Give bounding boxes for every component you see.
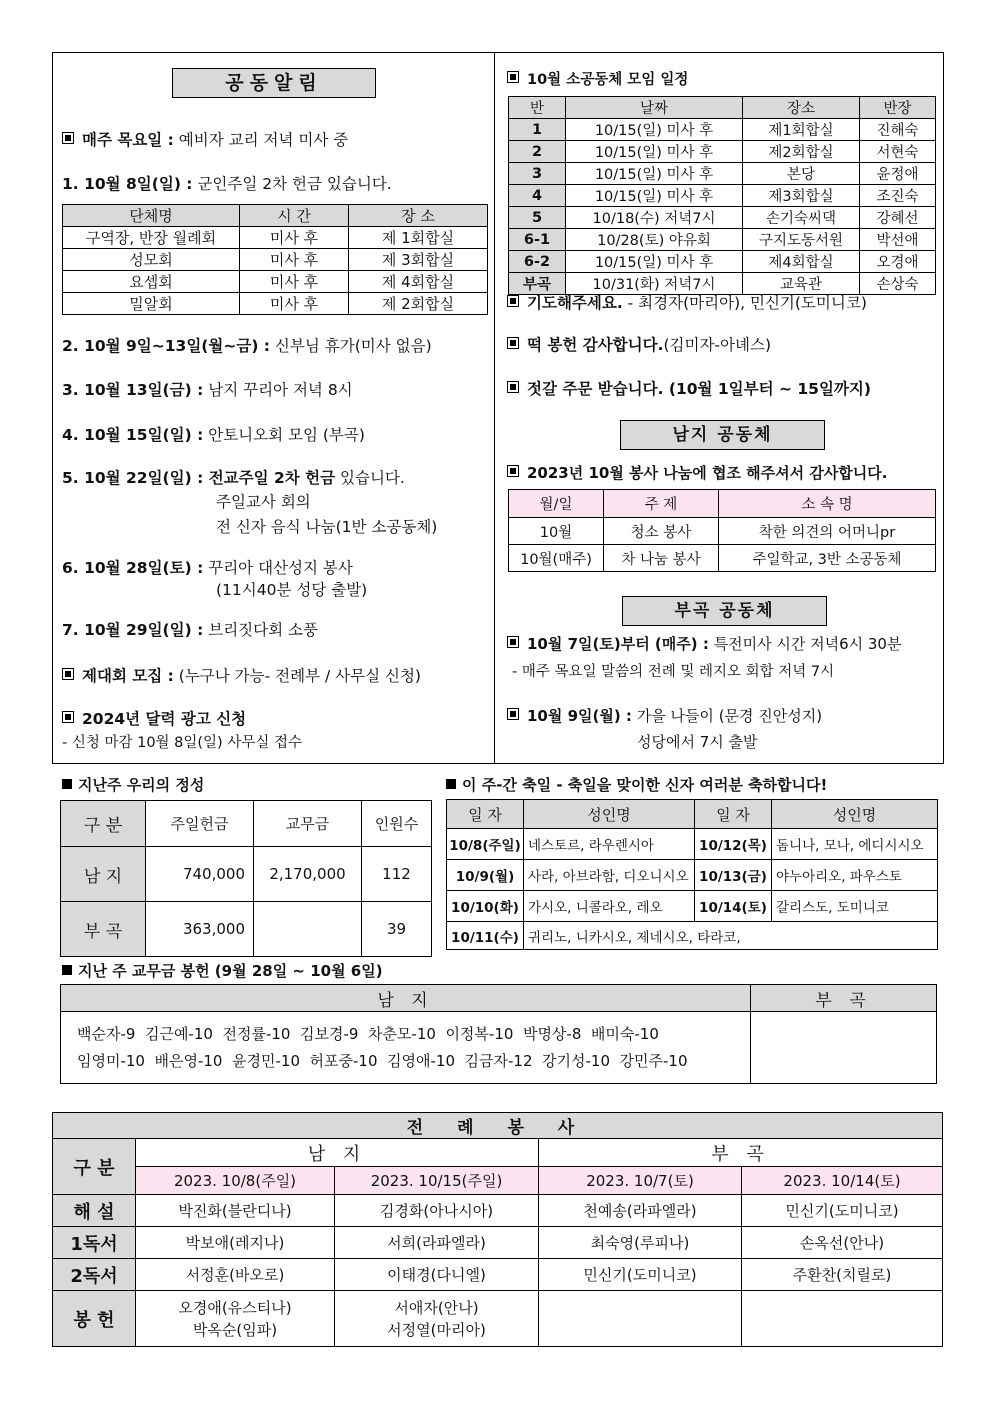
- table-row: 남 지 740,000 2,170,000 112: [61, 847, 432, 902]
- tithe-title: 지난 주 교무금 봉헌 (9월 28일 ~ 10월 6일): [62, 960, 383, 981]
- thursday-notice: 매주 목요일 : 예비자 교리 저녁 미사 중: [62, 128, 348, 150]
- namji-service-table: 월/일 주 제 소 속 명 10월 청소 봉사 착한 의견의 어머니pr 10월(매주) 차 나눔 봉사 주일학교, 3반 소공동체: [508, 489, 936, 572]
- col-header: 시 간: [240, 205, 349, 227]
- namji-thanks: 2023년 10월 봉사 나눔에 협조 해주셔서 감사합니다.: [507, 462, 887, 483]
- bugok-mass-time: 10월 7일(토)부터 (매주) : 특전미사 시간 저녁6시 30분: [507, 633, 901, 654]
- item-5-line2: 주일교사 회의: [216, 493, 311, 511]
- bugok-thursday: - 매주 목요일 말씀의 전례 및 레지오 회합 저녁 7시: [512, 664, 835, 680]
- table-row: 10월(매주) 차 나눔 봉사 주일학교, 3반 소공동체: [509, 545, 936, 572]
- square-bullet-icon: [507, 337, 519, 349]
- offering-table: 구 분 주일헌금 교무금 인원수 남 지 740,000 2,170,000 112 부 곡 363,000 39: [60, 800, 432, 957]
- item-5-line3: 전 신자 음식 나눔(1반 소공동체): [216, 518, 438, 536]
- item-6-line2: (11시40분 성당 출발): [216, 581, 368, 599]
- liturgy-table: 전 례 봉 사 구 분 남 지 부 곡 2023. 10/8(주일) 2023. 10/15(주일) 2023. 10/7(토) 2023. 10/14(토) 해 설 박진화(블란디나) 김경화(아나시아) 천예송(라파엘라) 민신기(도미니코) 1독서 박보애(레지나) 서희(라파엘라) 최숙영(루피나) 손옥선(안나) 2독서 서정훈(바오로) 이태경(다니엘) 민신기(도미니코) 주환찬(치릴로) 봉 헌 오경애(유스티나) 박옥순(임파) 서애자(안나) 서정열(마리아): [52, 1112, 943, 1347]
- bugok-outing-departure: 성당에서 7시 출발: [637, 733, 758, 751]
- table-row: 해 설 박진화(블란디나) 김경화(아나시아) 천예송(라파엘라) 민신기(도미니코): [53, 1195, 943, 1227]
- column-divider: [494, 52, 495, 764]
- square-bullet-icon: [446, 779, 456, 789]
- table-row: 봉 헌 오경애(유스티나) 박옥순(임파) 서애자(안나) 서정열(마리아): [53, 1291, 943, 1347]
- square-bullet-icon: [507, 71, 519, 83]
- square-bullet-icon: [507, 636, 519, 648]
- item-5: 5. 10월 22일(일) : 전교주일 2차 헌금 있습니다.: [62, 469, 405, 487]
- square-bullet-icon: [507, 708, 519, 720]
- item-2: 2. 10월 9일~13일(월~금) : 신부님 휴가(미사 없음): [62, 337, 432, 355]
- tithe-row-2: 임영미-10 배은영-10 윤경민-10 허포중-10 김영애-10 김금자-12 강기성-10 강민주-10: [77, 1051, 688, 1070]
- calendar-notice: 2024년 달력 광고 신청: [62, 707, 246, 729]
- common-notice-title: 공동알림: [172, 68, 376, 98]
- feast-title: 이 주-간 축일 - 축일을 맞이한 신자 여러분 축하합니다!: [446, 774, 827, 795]
- col-header: 단체명: [63, 205, 240, 227]
- item-3: 3. 10월 13일(금) : 남지 꾸리아 저녁 8시: [62, 381, 353, 399]
- square-bullet-icon: [62, 779, 72, 789]
- table-row: 3 10/15(일) 미사 후 본당 윤정애: [509, 163, 936, 185]
- table-row: 2독서 서정훈(바오로) 이태경(다니엘) 민신기(도미니코) 주환찬(치릴로): [53, 1259, 943, 1291]
- square-bullet-icon: [507, 381, 519, 393]
- table-row: 6-1 10/28(토) 야유회 구지도동서원 박선애: [509, 229, 936, 251]
- col-header: 장 소: [349, 205, 488, 227]
- bugok-community-title: 부곡 공동체: [622, 596, 827, 626]
- group-table: [62, 204, 488, 315]
- prayer-request: 기도해주세요. - 최경자(마리아), 민신기(도미니코): [507, 291, 867, 313]
- small-community-table: 반 날짜 장소 반장 1 10/15(일) 미사 후 제1회합실 진해숙 2 10/15(일) 미사 후 제2회합실 서현숙 3 10/15(일) 미사 후 본당 윤정애 4 10/15(일) 미사 후 제3회합실 조진숙 5 10/18(수) 저녁7시 손기숙씨댁 강혜선 6-1 10/28(토) 야유회 구지도동서원 박선애 6-2 10/15(일) 미사 후 제4회합실 오경애 부곡 10/31(화) 저녁7시 교육관 손상숙: [508, 96, 936, 295]
- table-row: 성모회 미사 후 제 3회합실: [63, 249, 488, 271]
- table-row: 10월 청소 봉사 착한 의견의 어머니pr: [509, 518, 936, 545]
- salted-fish-order: 젓갈 주문 받습니다. (10월 1일부터 ~ 15일까지): [507, 377, 871, 399]
- table-row: 요셉회 미사 후 제 4회합실: [63, 271, 488, 293]
- table-row: 2 10/15(일) 미사 후 제2회합실 서현숙: [509, 141, 936, 163]
- feast-table: 일 자 성인명 일 자 성인명 10/8(주일) 네스토르, 라우렌시아 10/12(목) 돔니나, 모나, 에디시시오 10/9(월) 사라, 아브라함, 디오니시오 10/13(금) 야누아리오, 파우스토 10/10(화) 가시오, 니콜라오, 레오 10/14(토) 갈리스도, 도미니코 10/11(수) 귀리노, 니카시오, 제네시오, 타라코,: [446, 799, 938, 950]
- item-4: 4. 10월 15일(일) : 안토니오회 모임 (부곡): [62, 426, 365, 444]
- table-row: 밀알회 미사 후 제 2회합실: [63, 293, 488, 315]
- recruit-notice: 제대회 모집 : (누구나 가능- 전례부 / 사무실 신청): [62, 664, 421, 686]
- table-row: 10/8(주일) 네스토르, 라우렌시아 10/12(목) 돔니나, 모나, 에디시시오: [447, 829, 938, 860]
- table-row: 부곡 10/31(화) 저녁7시 교육관 손상숙: [509, 273, 936, 295]
- calendar-deadline: - 신청 마감 10월 8일(일) 사무실 접수: [62, 735, 302, 751]
- rice-cake-thanks: 떡 봉헌 감사합니다.(김미자-아녜스): [507, 333, 771, 355]
- item-1: 1. 10월 8일(일) : 군인주일 2차 헌금 있습니다.: [62, 175, 392, 193]
- bugok-outing: 10월 9일(월) : 가을 나들이 (문경 진안성지): [507, 705, 822, 726]
- tithe-row-1: 백순자-9 김근예-10 전정률-10 김보경-9 차춘모-10 이정복-10 박명상-8 배미숙-10: [77, 1024, 659, 1043]
- table-row: 6-2 10/15(일) 미사 후 제4회합실 오경애: [509, 251, 936, 273]
- square-bullet-icon: [62, 668, 74, 680]
- item-7: 7. 10월 29일(일) : 브리짓다회 소풍: [62, 621, 318, 639]
- small-community-title: 10월 소공동체 모임 일정: [507, 68, 688, 89]
- table-row: 1 10/15(일) 미사 후 제1회합실 진해숙: [509, 119, 936, 141]
- square-bullet-icon: [62, 711, 74, 723]
- square-bullet-icon: [62, 132, 74, 144]
- namji-community-title: 남지 공동체: [620, 420, 825, 450]
- square-bullet-icon: [507, 465, 519, 477]
- table-row: 1독서 박보애(레지나) 서희(라파엘라) 최숙영(루피나) 손옥선(안나): [53, 1227, 943, 1259]
- square-bullet-icon: [62, 965, 72, 975]
- table-row: 부 곡 363,000 39: [61, 902, 432, 957]
- square-bullet-icon: [507, 295, 519, 307]
- tithe-table: 남 지 부 곡 백순자-9 김근예-10 전정률-10 김보경-9 차춘모-10 이정복-10 박명상-8 배미숙-10 임영미-10 배은영-10 윤경민-10 허포중-10 김영애-10 김금자-12 강기성-10 강민주-10: [60, 984, 937, 1084]
- table-row: 4 10/15(일) 미사 후 제3회합실 조진숙: [509, 185, 936, 207]
- table-row: 5 10/18(수) 저녁7시 손기숙씨댁 강혜선: [509, 207, 936, 229]
- table-row: 10/10(화) 가시오, 니콜라오, 레오 10/14(토) 갈리스도, 도미니코: [447, 891, 938, 922]
- table-row: 10/11(수) 귀리노, 니카시오, 제네시오, 타라코,: [447, 922, 938, 950]
- table-row: 구역장, 반장 월례회 미사 후 제 1회합실: [63, 227, 488, 249]
- offering-title: 지난주 우리의 정성: [62, 774, 204, 795]
- table-row: 10/9(월) 사라, 아브라함, 디오니시오 10/13(금) 야누아리오, 파우스토: [447, 860, 938, 891]
- item-6: 6. 10월 28일(토) : 꾸리아 대산성지 봉사: [62, 559, 353, 577]
